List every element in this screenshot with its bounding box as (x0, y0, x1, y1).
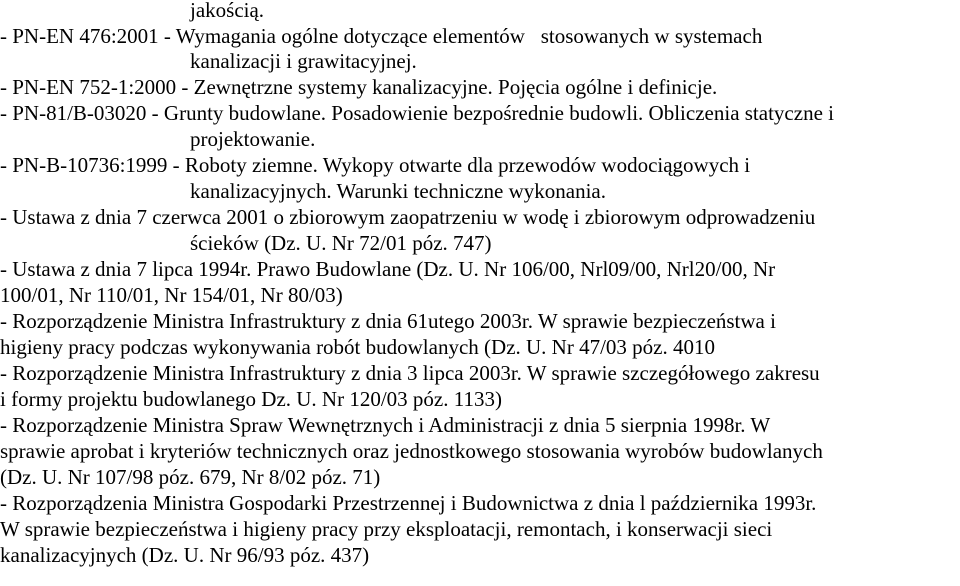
text-line: 100/01, Nr 110/01, Nr 154/01, Nr 80/03) (0, 283, 343, 307)
text-line: - Rozporządzenie Ministra Infrastruktury z dnia 3 lipca 2003r. W sprawie szczegółowego zakresu (0, 361, 820, 385)
text-line: (Dz. U. Nr 107/98 póz. 679, Nr 8/02 póz. 71) (0, 465, 381, 489)
text-line: - Ustawa z dnia 7 lipca 1994r. Prawo Budowlane (Dz. U. Nr 106/00, Nrl09/00, Nrl20/00, Nr (0, 257, 776, 281)
text-line: projektowanie. (190, 127, 316, 151)
text-line: ścieków (Dz. U. Nr 72/01 póz. 747) (190, 231, 492, 255)
text-line: - Rozporządzenie Ministra Spraw Wewnętrznych i Administracji z dnia 5 sierpnia 1998r. W (0, 413, 771, 437)
text-line: - Ustawa z dnia 7 czerwca 2001 o zbiorowym zaopatrzeniu w wodę i zbiorowym odprowadzeniu (0, 205, 816, 229)
text-line: kanalizacyjnych (Dz. U. Nr 96/93 póz. 437) (0, 543, 370, 567)
text-line: sprawie aprobat i kryteriów technicznych oraz jednostkowego stosowania wyrobów budowlanych (0, 439, 823, 463)
text-line: - PN-B-10736:1999 - Roboty ziemne. Wykopy otwarte dla przewodów wodociągowych i (0, 153, 751, 177)
text-line: kanalizacyjnych. Warunki techniczne wykonania. (190, 179, 607, 203)
text-line: - PN-81/B-03020 - Grunty budowlane. Posadowienie bezpośrednie budowli. Obliczenia statyczne i (0, 101, 834, 125)
text-line: kanalizacji i grawitacyjnej. (190, 49, 417, 73)
text-line: W sprawie bezpieczeństwa i higieny pracy przy eksploatacji, remontach, i konserwacji sieci (0, 517, 773, 541)
text-line: - Rozporządzenia Ministra Gospodarki Przestrzennej i Budownictwa z dnia l października 1993r. (0, 491, 817, 515)
text-line: i formy projektu budowlanego Dz. U. Nr 120/03 póz. 1133) (0, 387, 502, 411)
text-line: - PN-EN 476:2001 - Wymagania ogólne dotyczące elementów stosowanych w systemach (0, 24, 763, 48)
text-line: higieny pracy podczas wykonywania robót budowlanych (Dz. U. Nr 47/03 póz. 4010 (0, 335, 715, 359)
text-line: jakością. (190, 0, 265, 22)
text-line: - Rozporządzenie Ministra Infrastruktury z dnia 61utego 2003r. W sprawie bezpieczeństwa i (0, 309, 776, 333)
text-line: - PN-EN 752-1:2000 - Zewnętrzne systemy kanalizacyjne. Pojęcia ogólne i definicje. (0, 75, 718, 99)
